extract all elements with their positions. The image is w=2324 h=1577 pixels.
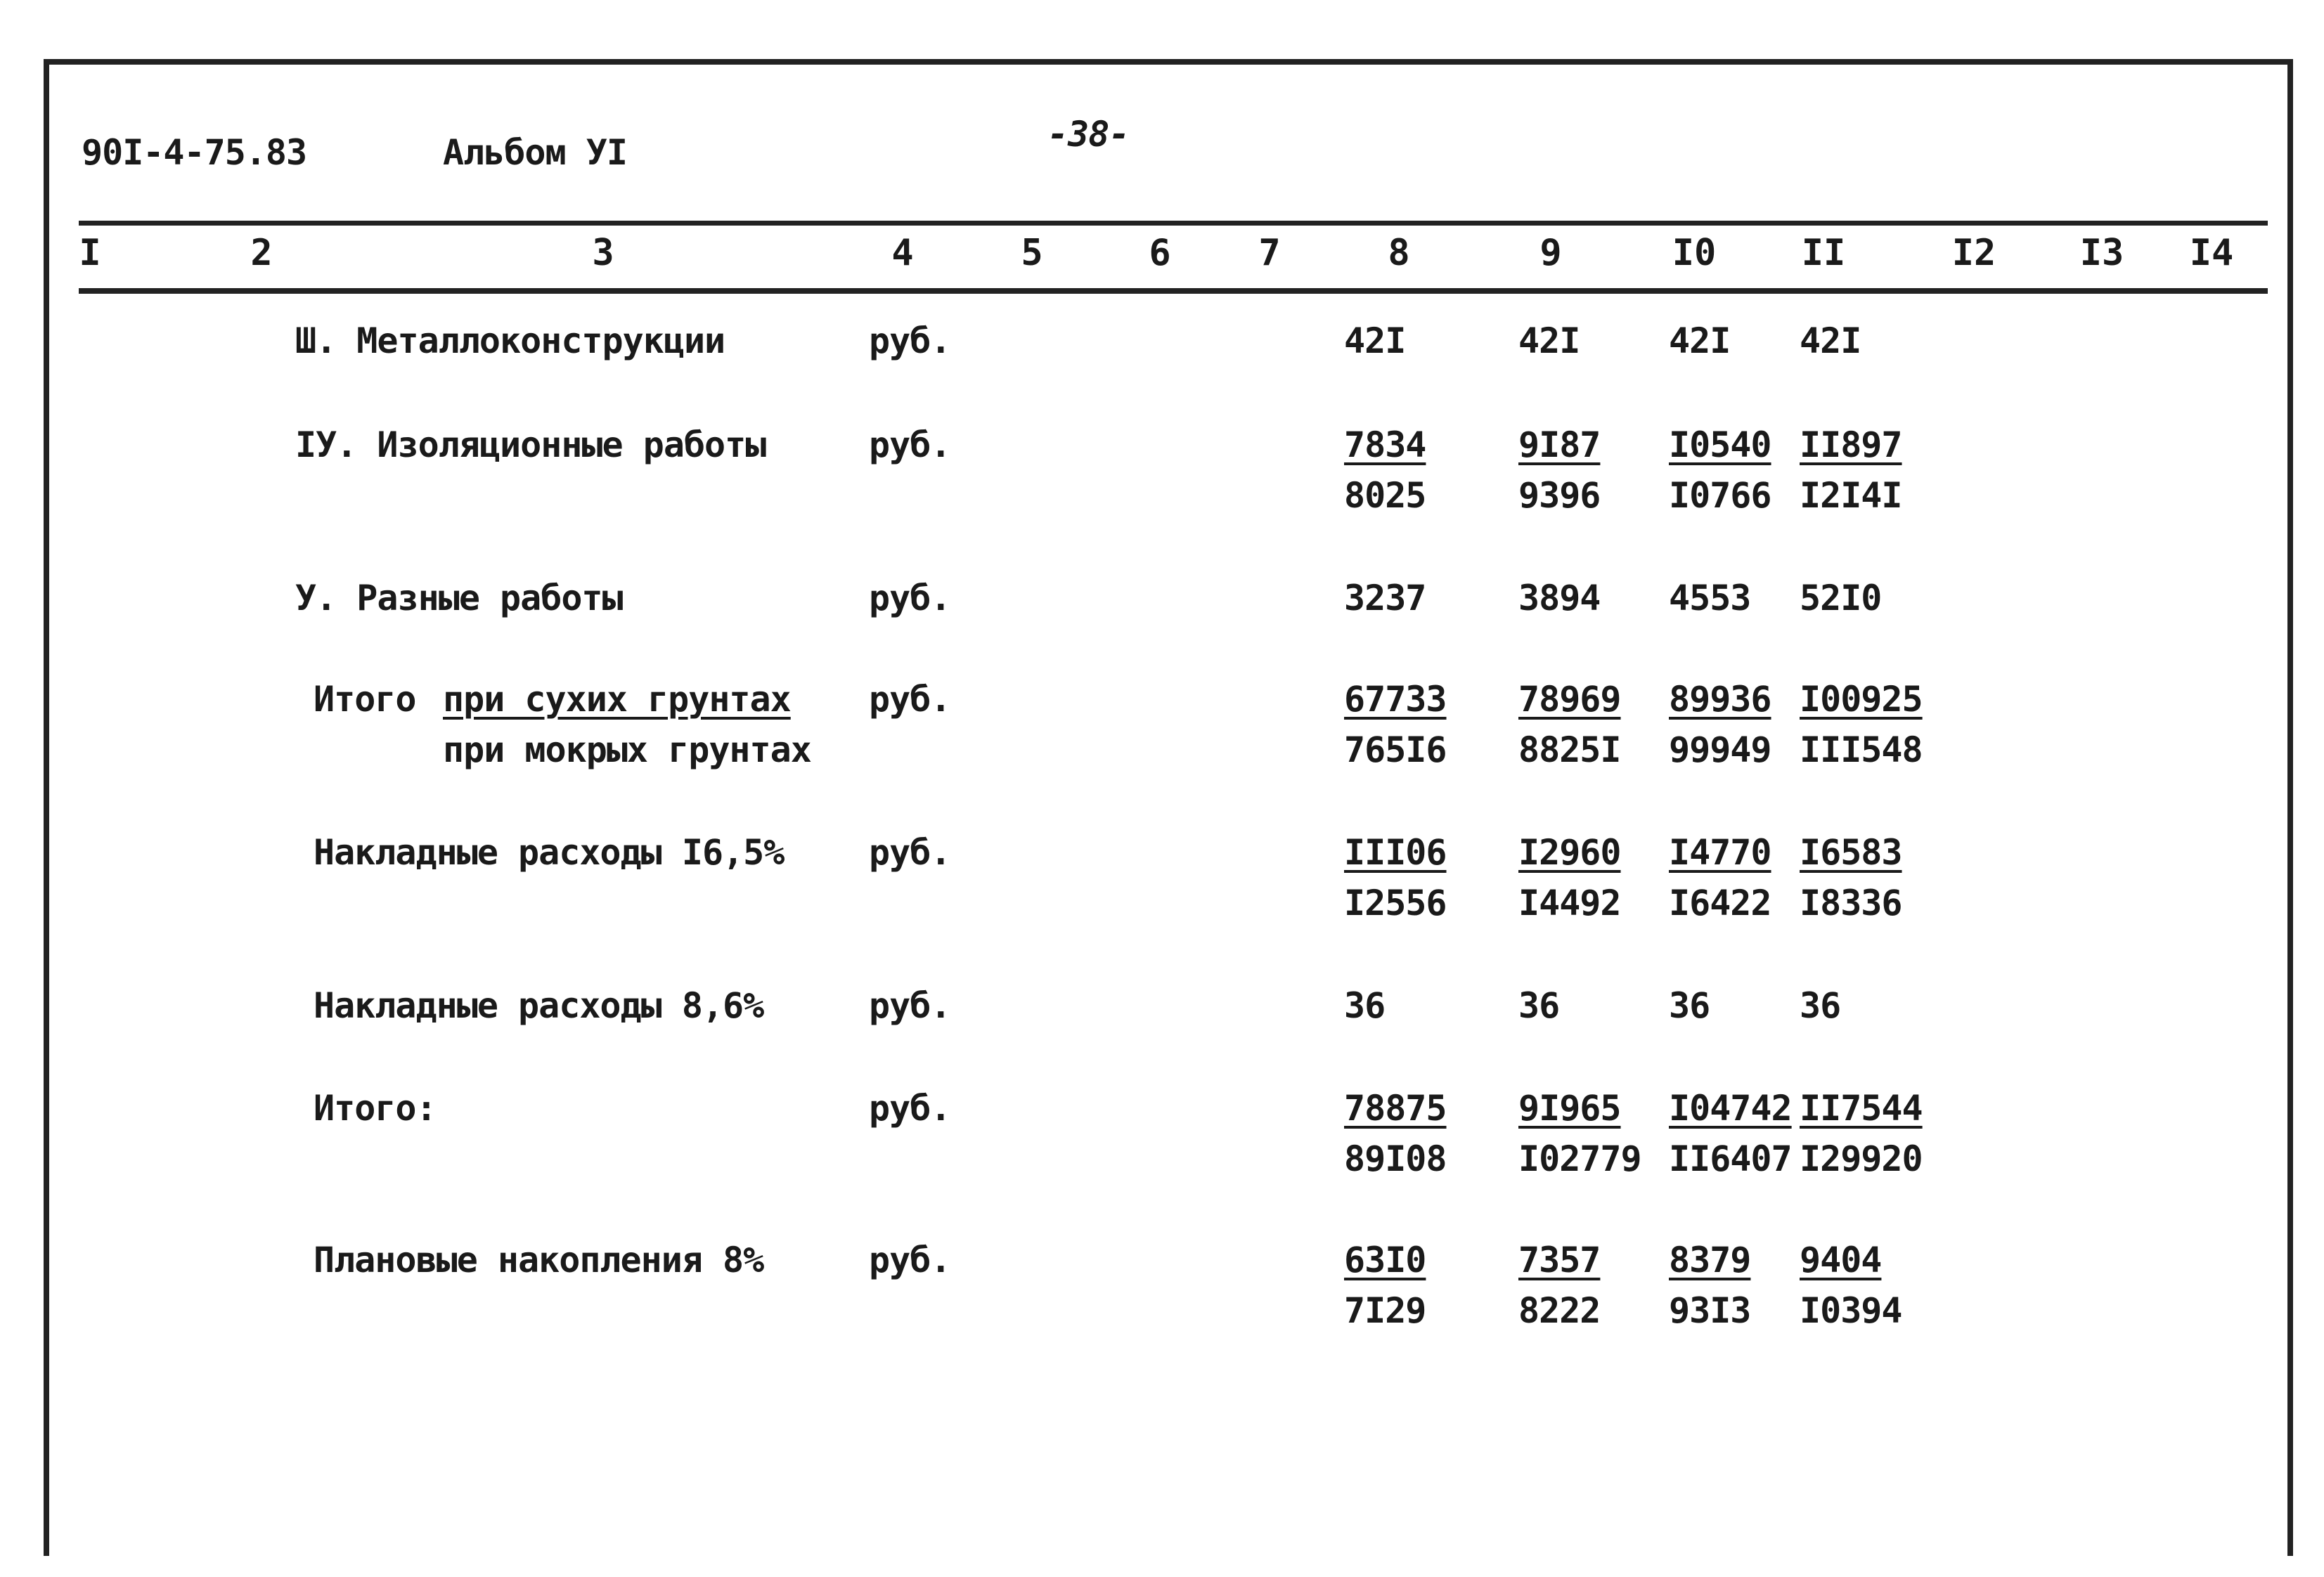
column-number: 6 xyxy=(1149,232,1171,274)
cell-col11-bottom: I0394 xyxy=(1800,1290,1902,1331)
row-label: Ш. Металлоконструкции xyxy=(295,320,725,361)
row-label-dry: при сухих грунтах xyxy=(443,679,791,720)
cell-col10-bottom: 99949 xyxy=(1669,729,1771,770)
cell-col9-top: I2960 xyxy=(1518,832,1621,873)
cell-col8-top: 78875 xyxy=(1344,1088,1447,1129)
column-number: 9 xyxy=(1539,232,1562,274)
cell-col11-top: II897 xyxy=(1800,424,1902,465)
cell-col10-top: I0540 xyxy=(1669,424,1771,465)
cell-col8-top: 63I0 xyxy=(1344,1240,1426,1280)
cell-col11-bottom: I2I4I xyxy=(1800,475,1902,516)
column-number: 8 xyxy=(1388,232,1410,274)
row-unit: руб. xyxy=(869,985,951,1026)
row-unit: руб. xyxy=(869,320,951,361)
row-unit: руб. xyxy=(869,578,951,618)
cell-col9: 42I xyxy=(1518,320,1580,361)
row-label-prefix: Итого xyxy=(314,679,416,720)
cell-col9: 3894 xyxy=(1518,578,1601,618)
column-number: II xyxy=(1801,232,1846,274)
cell-col10-bottom: I6422 xyxy=(1669,883,1771,923)
cell-col9-top: 9I87 xyxy=(1518,424,1601,465)
cell-col9-bottom: 8825I xyxy=(1518,729,1621,770)
cell-col11-bottom: I29920 xyxy=(1800,1138,1923,1179)
cell-col10: 36 xyxy=(1669,985,1710,1026)
cell-col9-bottom: 9396 xyxy=(1518,475,1601,516)
cell-col9-top: 78969 xyxy=(1518,679,1621,720)
page-frame xyxy=(44,59,2293,1556)
cell-col10-top: 89936 xyxy=(1669,679,1771,720)
row-label: IУ. Изоляционные работы xyxy=(295,424,766,465)
cell-col8-bottom: 765I6 xyxy=(1344,729,1447,770)
column-number: I0 xyxy=(1672,232,1717,274)
cell-col11-top: I00925 xyxy=(1800,679,1923,720)
cell-col8: 3237 xyxy=(1344,578,1426,618)
column-number: I xyxy=(79,232,101,274)
album-label: Альбом УI xyxy=(443,132,627,173)
row-unit: руб. xyxy=(869,1088,951,1129)
row-unit: руб. xyxy=(869,679,951,720)
row-unit: руб. xyxy=(869,1240,951,1280)
cell-col11-bottom: III548 xyxy=(1800,729,1923,770)
cell-col11: 42I xyxy=(1800,320,1861,361)
cell-col8-bottom: 7I29 xyxy=(1344,1290,1426,1331)
cell-col8: 42I xyxy=(1344,320,1406,361)
cell-col11-top: I6583 xyxy=(1800,832,1902,873)
cell-col8-bottom: 8025 xyxy=(1344,475,1426,516)
row-unit: руб. xyxy=(869,832,951,873)
cell-col11: 36 xyxy=(1800,985,1841,1026)
cell-col8-top: 7834 xyxy=(1344,424,1426,465)
row-label: Плановые накопления 8% xyxy=(314,1240,764,1280)
row-label: Накладные расходы 8,6% xyxy=(314,985,764,1026)
cell-col9-top: 9I965 xyxy=(1518,1088,1621,1129)
cell-col11: 52I0 xyxy=(1800,578,1882,618)
cell-col9-bottom: I02779 xyxy=(1518,1138,1641,1179)
column-number: 3 xyxy=(592,232,614,274)
cell-col9-bottom: 8222 xyxy=(1518,1290,1601,1331)
cell-col10-top: I4770 xyxy=(1669,832,1771,873)
cell-col9-top: 7357 xyxy=(1518,1240,1601,1280)
cell-col8-bottom: I2556 xyxy=(1344,883,1447,923)
column-number: I3 xyxy=(2079,232,2124,274)
cell-col11-bottom: I8336 xyxy=(1800,883,1902,923)
row-label: Итого: xyxy=(314,1088,437,1129)
cell-col10: 4553 xyxy=(1669,578,1751,618)
row-label-wet: при мокрых грунтах xyxy=(443,729,811,770)
cell-col10-top: 8379 xyxy=(1669,1240,1751,1280)
row-label: Накладные расходы I6,5% xyxy=(314,832,785,873)
cell-col10-bottom: I0766 xyxy=(1669,475,1771,516)
row-label: У. Разные работы xyxy=(295,578,623,618)
header-rule-top xyxy=(79,221,2268,226)
row-unit: руб. xyxy=(869,424,951,465)
cell-col10-bottom: II6407 xyxy=(1669,1138,1792,1179)
column-number: I4 xyxy=(2189,232,2234,274)
cell-col9: 36 xyxy=(1518,985,1560,1026)
cell-col11-top: 9404 xyxy=(1800,1240,1882,1280)
column-number: I2 xyxy=(1951,232,1996,274)
cell-col8-top: 67733 xyxy=(1344,679,1447,720)
cell-col8-bottom: 89I08 xyxy=(1344,1138,1447,1179)
column-number: 2 xyxy=(250,232,273,274)
cell-col10-top: I04742 xyxy=(1669,1088,1792,1129)
cell-col10-bottom: 93I3 xyxy=(1669,1290,1751,1331)
cell-col8-top: III06 xyxy=(1344,832,1447,873)
doc-code: 90I-4-75.83 xyxy=(82,132,307,173)
header-rule-bottom xyxy=(79,288,2268,294)
column-number: 7 xyxy=(1258,232,1281,274)
cell-col11-top: II7544 xyxy=(1800,1088,1923,1129)
column-number: 4 xyxy=(891,232,914,274)
page-number: -38- xyxy=(1047,114,1130,155)
cell-col10: 42I xyxy=(1669,320,1731,361)
column-number: 5 xyxy=(1021,232,1043,274)
cell-col9-bottom: I4492 xyxy=(1518,883,1621,923)
cell-col8: 36 xyxy=(1344,985,1386,1026)
